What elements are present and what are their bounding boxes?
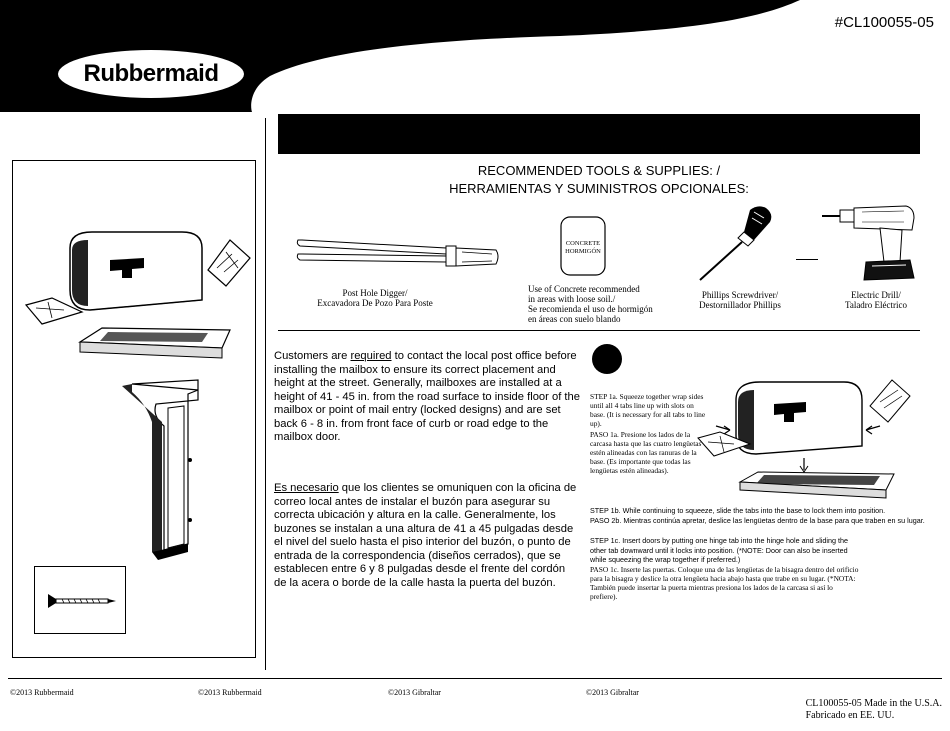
- tools-heading: [278, 162, 920, 198]
- copyright-1: ©2013 Rubbermaid: [10, 688, 74, 697]
- title-bar: [278, 114, 920, 154]
- step-1b-en: STEP 1b. While continuing to squeeze, slide the tabs into the base to lock them into position.: [590, 506, 886, 515]
- made-in-label: CL100055-05 Made in the U.S.A. Fabricado en EE. UU.: [805, 698, 942, 721]
- separator-dash: [796, 259, 818, 260]
- concrete-bag-label: CONCRETE HORMIGÓN: [565, 240, 601, 255]
- copyright-3: ©2013 Gibraltar: [388, 688, 441, 697]
- brand-logo-text: Rubbermaid: [83, 60, 219, 87]
- step-1a-en: STEP 1a. Squeeze together wrap sides until all 4 tabs line up with slots on base. (It is necessary for all tabs to line up).: [590, 392, 706, 428]
- tool-caption-digger: Post Hole Digger/ Excavadora De Pozo Para Poste: [317, 288, 433, 308]
- mailbox-post-icon: [132, 380, 198, 550]
- tools-divider: [278, 330, 920, 331]
- step-number-circle: [592, 344, 622, 374]
- tools-heading-en: RECOMMENDED TOOLS & SUPPLIES: /: [477, 163, 721, 178]
- assembly-illustration: [694, 372, 912, 506]
- tool-caption-screwdriver: Phillips Screwdriver/ Destornillador Phillips: [699, 290, 781, 310]
- document-number: #CL100055-05: [834, 14, 934, 31]
- copyright-2: ©2013 Rubbermaid: [198, 688, 262, 697]
- tool-caption-concrete: Use of Concrete recommended in areas with loose soil./ Se recomienda el uso de hormigón en áreas con suelo blando: [528, 284, 653, 324]
- required-emphasis-es: Es necesario: [274, 482, 339, 494]
- copyright-4: ©2013 Gibraltar: [586, 688, 639, 697]
- vertical-divider: [265, 118, 266, 670]
- required-emphasis: required: [350, 350, 392, 362]
- step-1c-es: PASO 1c. Inserte las puertas. Coloque una de las lengüetas de la bisagra dentro del orificio para la bisagra y deslice la otra lengüeta hacia abajo hasta que trabe en su lugar. (*NOTA: También puede insertar la puerta mientras presiona los lados de la carcasa si así lo prefiere).: [590, 565, 859, 601]
- registered-mark: ®: [247, 86, 253, 95]
- screwdriver-icon: [694, 204, 778, 284]
- electric-drill-icon: [822, 204, 922, 284]
- mailbox-door-icon: [208, 240, 250, 286]
- step-2b-es: PASO 2b. Mientras continúa apretar, deslice las lengüetas dentro de la base para que traben en su lugar.: [590, 516, 925, 525]
- mailbox-wrap-icon: [70, 232, 202, 310]
- post-hole-digger-icon: [296, 232, 500, 272]
- spanish-notice: Es necesario que los clientes se omuniquen con la oficina de correo local antes de instalar el buzón para asegurar su correcta ubicación y altura en la calle. Generalmente, los buzones se instalan a una altura de 41 a 45 pulgadas desde el nivel del suelo hasta el piso interior del buzón, o punto de entrada de la correspondencia (diseños cerrados), que se establecen entre 6 y 8 pulgadas desde el frente del cordón de la acera o borde de la calle hasta la puerta del buzón.: [274, 482, 577, 589]
- footer-divider: [8, 678, 942, 679]
- english-notice: Customers are required to contact the local post office before installing the mailbox to ensure its correct placement and height at the street. Generally, mailboxes are installed at a height of 41 - 45 in. from the road surface to inside floor of the mailbox or point of mail entry (locked designs) and are set back 6 - 8 in. from front face of curb or road edge to the mailbox door.: [274, 350, 580, 443]
- step-1a-es: PASO 1a. Presione los lados de la carcasa hasta que las cuatro lengüetas estén alineadas con las ranuras de la base. (Es importante que todas las lengüetas estén alineadas).: [590, 430, 702, 475]
- tool-caption-drill: Electric Drill/ Taladro Eléctrico: [844, 290, 908, 310]
- tools-heading-es: HERRAMIENTAS Y SUMINISTROS OPCIONALES:: [449, 181, 749, 196]
- screw-icon: [34, 566, 126, 634]
- step-1c-en: STEP 1c. Insert doors by putting one hinge tab into the hinge hole and sliding the other tab downward until it locks into position. (*NOTE: Door can also be inserted while squeezing the wrap together if preferred.): [590, 536, 848, 564]
- brand-logo: [56, 48, 246, 100]
